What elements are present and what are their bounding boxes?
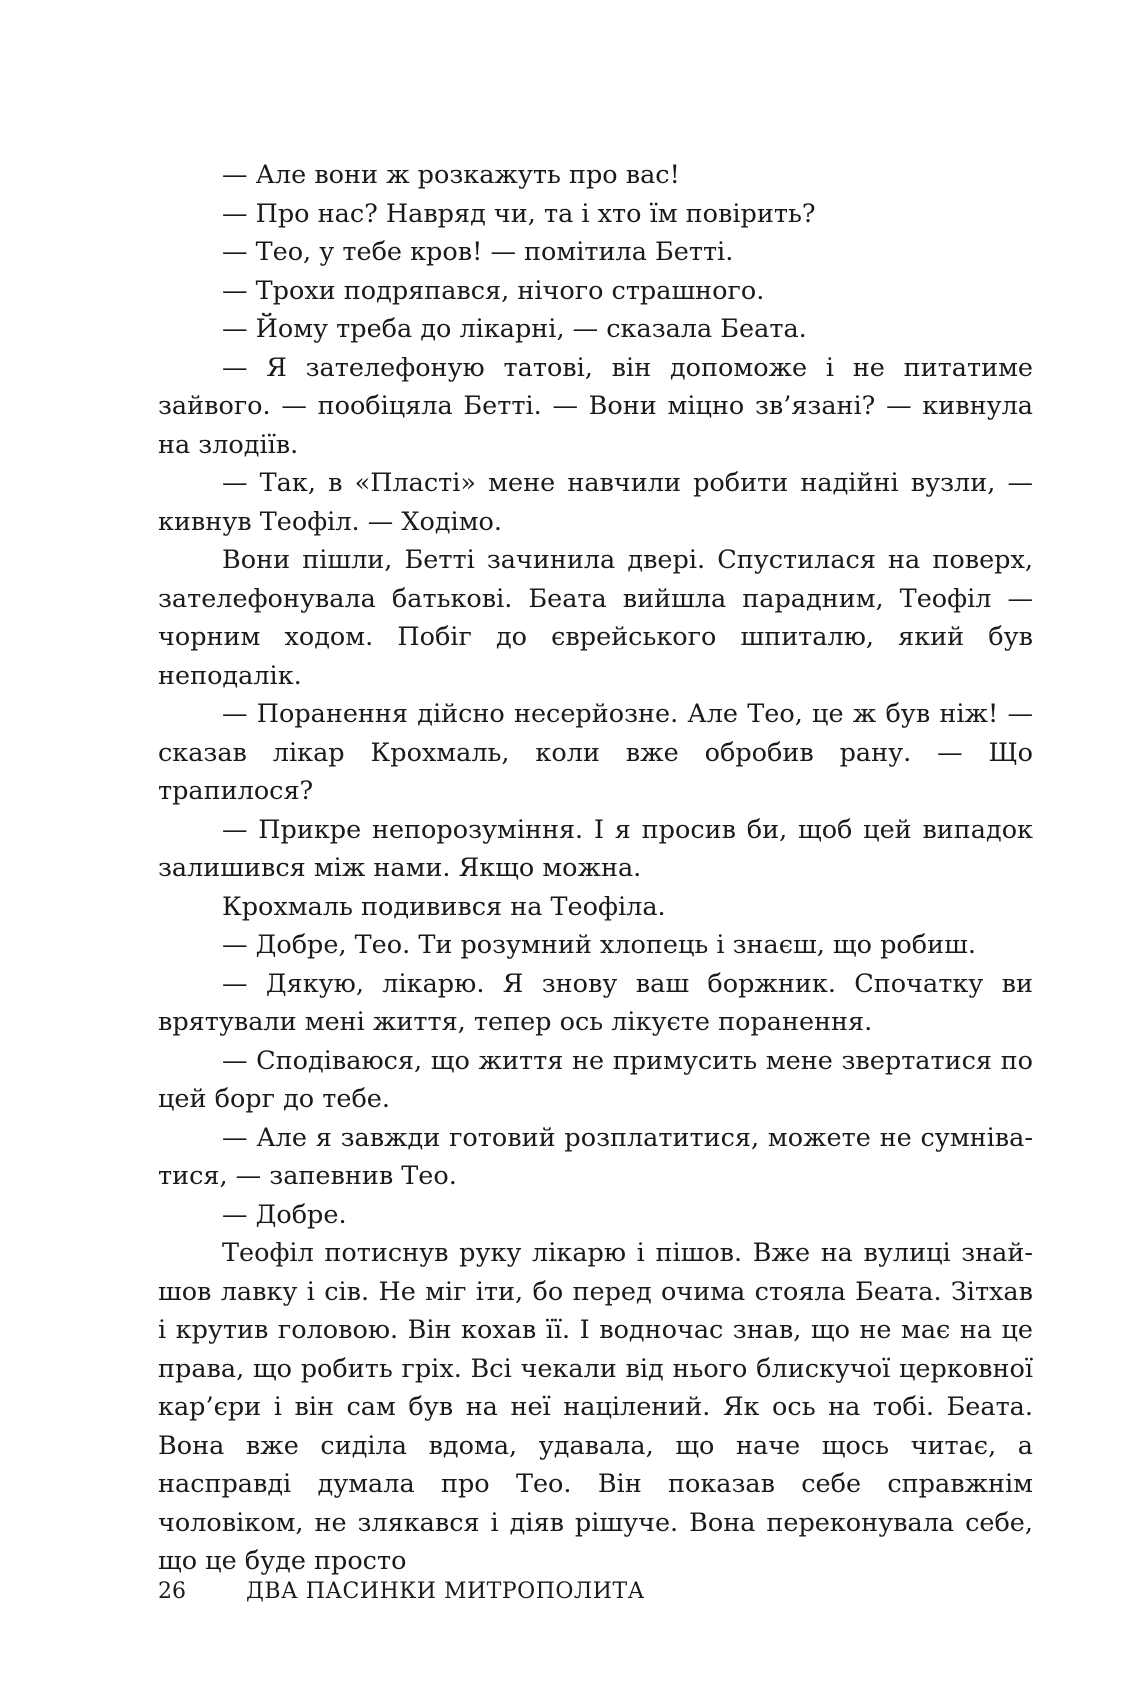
paragraph: — Сподіваюся, що життя не примусить мене звертатися по цей борг до тебе. bbox=[158, 1045, 1033, 1114]
paragraph: — Трохи подряпався, нічого страшного. bbox=[222, 275, 765, 306]
paragraph: Крохмаль подивився на Теофіла. bbox=[222, 891, 666, 922]
paragraph: — Поранення дійсно несерйозне. Але Тео, це ж був ніж! — сказав лікар Крохмаль, коли вже обробив рану. — Що трапилося? bbox=[158, 699, 1033, 806]
paragraph: — Так, в «Пласті» мене навчили робити надійні вузли, — кивнув Теофіл. — Ходімо. bbox=[158, 468, 1033, 537]
paragraph: Вони пішли, Бетті зачинила двері. Спустилася на поверх, зателефонувала батькові. Беата вийшла парадним, Теофіл — чорним ходом. Побіг до єврейського шпиталю, який був неподалік. bbox=[158, 545, 1033, 691]
paragraph: — Дякую, лікарю. Я знову ваш боржник. Спочатку ви врятували мені життя, тепер ось лікуєте поранення. bbox=[158, 968, 1033, 1037]
body-text bbox=[158, 156, 1033, 1581]
paragraph: — Тео, у тебе кров! — помітила Бетті. bbox=[222, 237, 734, 267]
paragraph: Теофіл потиснув руку лікарю і пішов. Вже на вулиці знайшов лавку і сів. Не міг іти, бо перед очима стояла Беата. Зітхав і крутив головою. Він кохав її. І водночас знав, що не має на це права, що робить гріх. Всі чекали від нього блискучої церковної кар’єри і він сам був на неї націлений. Як ось на тобі. Беата. Вона вже сиділа вдома, удавала, що наче щось читає, а насправді думала про Тео. Він показав себе справжнім чоловіком, не злякався і діяв рішуче. Вона переконувала себе, що це буде просто bbox=[158, 1238, 1033, 1576]
paragraph: — Я зателефоную татові, він допоможе і не питатиме зайвого. — пообіцяла Бетті. — Вони міцно зв’язані? — кивнула на злодіїв. bbox=[158, 352, 1033, 460]
paragraph: — Але я завжди готовий розплатитися, можете не сумніватися, — запевнив Тео. bbox=[158, 1122, 1033, 1191]
paragraph: — Прикре непорозуміння. І я просив би, щоб цей випадок залишився між нами. Якщо можна. bbox=[158, 814, 1033, 883]
paragraph: — Про нас? Навряд чи, та і хто їм повірить? bbox=[222, 198, 816, 229]
paragraph: — Добре, Тео. Ти розумний хлопець і знаєш, що робиш. bbox=[222, 930, 976, 960]
paragraph: — Добре. bbox=[222, 1199, 347, 1230]
paragraph: — Йому треба до лікарні, — сказала Беата. bbox=[222, 314, 807, 344]
page-number: 26 bbox=[158, 1579, 186, 1604]
running-title: ДВА ПАСИНКИ МИТРОПОЛИТА bbox=[246, 1579, 645, 1604]
paragraph: — Але вони ж розкажуть про вас! bbox=[222, 160, 680, 190]
page-footer bbox=[158, 1577, 645, 1607]
